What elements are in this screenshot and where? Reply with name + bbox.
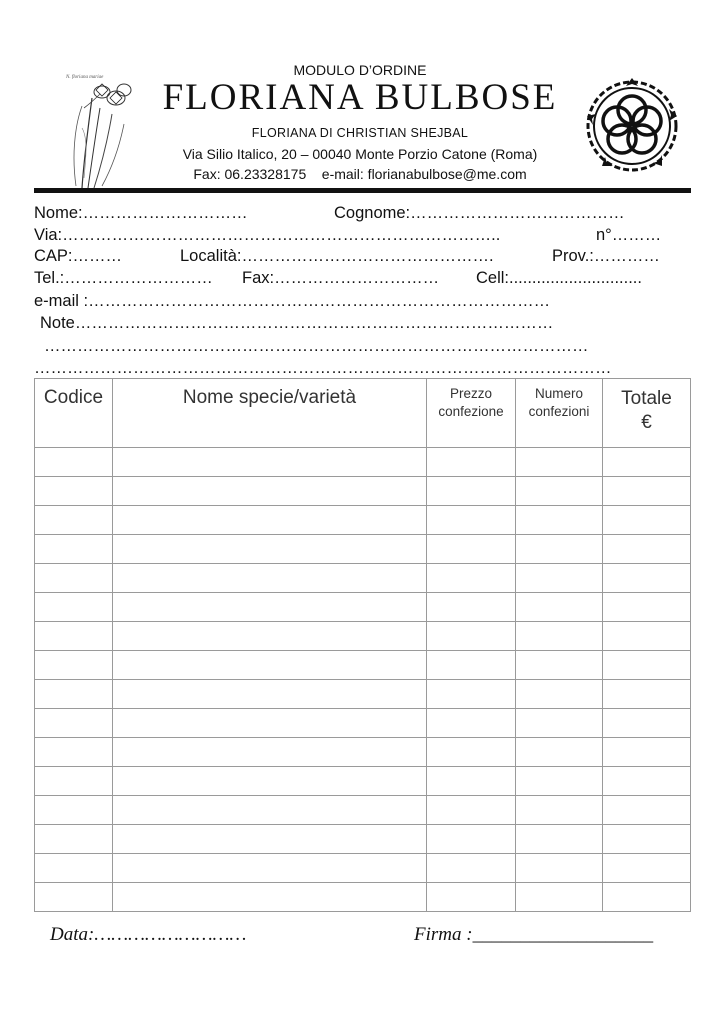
nome-specie-cell[interactable] [113,883,427,912]
localita-field[interactable]: Località:………………………………………. [180,247,494,265]
numero-cell[interactable] [516,506,603,535]
table-row [35,651,691,680]
prezzo-cell[interactable] [427,709,516,738]
codice-cell[interactable] [35,825,113,854]
numero-cell[interactable] [516,680,603,709]
codice-cell[interactable] [35,448,113,477]
column-header-prezzo-line2: confezione [438,404,504,419]
cellulare-field[interactable]: Cell:............................. [476,269,642,287]
prezzo-cell[interactable] [427,854,516,883]
table-row [35,709,691,738]
numero-cell[interactable] [516,796,603,825]
totale-cell[interactable] [603,477,691,506]
prezzo-cell[interactable] [427,448,516,477]
table-row [35,680,691,709]
nome-specie-cell[interactable] [113,680,427,709]
table-row [35,825,691,854]
codice-cell[interactable] [35,477,113,506]
codice-cell[interactable] [35,680,113,709]
table-row [35,796,691,825]
numero-cell[interactable] [516,564,603,593]
note-line-3[interactable]: …………………………………………………………………………………………… [34,359,612,377]
table-row [35,854,691,883]
nome-field[interactable]: Nome:………………………… [34,204,248,222]
column-header-numero-line2: confezioni [528,404,590,419]
numero-cell[interactable] [516,709,603,738]
codice-cell[interactable] [35,535,113,564]
fax-field[interactable]: Fax:………………………… [242,269,440,287]
cognome-field[interactable]: Cognome:………………………………… [334,204,625,222]
codice-cell[interactable] [35,709,113,738]
prezzo-cell[interactable] [427,738,516,767]
owner-name: FLORIANA DI CHRISTIAN SHEJBAL [251,126,469,140]
table-row [35,448,691,477]
svg-text:N. floriana mariae: N. floriana mariae [66,75,104,80]
prezzo-cell[interactable] [427,622,516,651]
totale-cell[interactable] [603,535,691,564]
totale-cell[interactable] [603,448,691,477]
column-header-totale-line2: € [641,412,652,433]
prezzo-cell[interactable] [427,564,516,593]
nome-specie-cell[interactable] [113,709,427,738]
prezzo-cell[interactable] [427,883,516,912]
prezzo-cell[interactable] [427,506,516,535]
totale-cell[interactable] [603,593,691,622]
nome-specie-cell[interactable] [113,622,427,651]
totale-cell[interactable] [603,738,691,767]
table-row [35,564,691,593]
column-header-codice: Codice [35,379,113,448]
via-field[interactable]: Via:…………………………………………………………………….. [34,226,501,244]
codice-cell[interactable] [35,651,113,680]
numero-cell[interactable] [516,825,603,854]
nome-specie-cell[interactable] [113,825,427,854]
table-row [35,738,691,767]
column-header-numero [516,379,603,448]
numero-cell[interactable] [516,477,603,506]
totale-cell[interactable] [603,883,691,912]
numero-civico-field[interactable]: n°……… [596,226,662,244]
totale-cell[interactable] [603,825,691,854]
celtic-knot-logo-icon [582,76,682,176]
column-header-prezzo [427,379,516,448]
prezzo-cell[interactable] [427,477,516,506]
data-field[interactable]: Data:……………………… [50,924,247,945]
codice-cell[interactable] [35,593,113,622]
company-contact: Fax: 06.23328175 e-mail: florianabulbose@me.com [193,166,527,182]
table-header-row [35,379,691,448]
codice-cell[interactable] [35,883,113,912]
header-divider [34,188,691,193]
brand-name: FLORIANA BULBOSE [162,77,558,118]
totale-cell[interactable] [603,709,691,738]
table-row [35,883,691,912]
column-header-totale-line1: Totale [621,388,672,409]
numero-cell[interactable] [516,651,603,680]
nome-specie-cell[interactable] [113,535,427,564]
numero-cell[interactable] [516,448,603,477]
numero-cell[interactable] [516,593,603,622]
table-row [35,622,691,651]
email-field[interactable]: e-mail :………………………………………………………………………… [34,292,551,310]
note-line-2[interactable]: ……………………………………………………………………………………… [44,337,589,355]
nome-specie-cell[interactable] [113,651,427,680]
order-table [34,378,691,912]
column-header-prezzo-line1: Prezzo [449,386,493,401]
nome-specie-cell[interactable] [113,506,427,535]
codice-cell[interactable] [35,506,113,535]
nome-specie-cell[interactable] [113,854,427,883]
nome-specie-cell[interactable] [113,477,427,506]
totale-cell[interactable] [603,854,691,883]
nome-specie-cell[interactable] [113,796,427,825]
provincia-field[interactable]: Prov.:………… [552,247,660,265]
prezzo-cell[interactable] [427,680,516,709]
codice-cell[interactable] [35,622,113,651]
numero-cell[interactable] [516,854,603,883]
numero-cell[interactable] [516,738,603,767]
codice-cell[interactable] [35,767,113,796]
prezzo-cell[interactable] [427,796,516,825]
prezzo-cell[interactable] [427,651,516,680]
table-row [35,506,691,535]
nome-specie-cell[interactable] [113,738,427,767]
numero-cell[interactable] [516,883,603,912]
codice-cell[interactable] [35,796,113,825]
codice-cell[interactable] [35,854,113,883]
column-header-totale [603,379,691,448]
prezzo-cell[interactable] [427,825,516,854]
nome-specie-cell[interactable] [113,564,427,593]
firma-field[interactable]: Firma :___________________ [414,924,654,945]
table-row [35,767,691,796]
form-subtitle: MODULO D’ORDINE [293,62,427,78]
numero-cell[interactable] [516,622,603,651]
table-row [35,593,691,622]
codice-cell[interactable] [35,738,113,767]
nome-specie-cell[interactable] [113,448,427,477]
column-header-nome-specie: Nome specie/varietà [113,379,427,448]
totale-cell[interactable] [603,651,691,680]
table-row [35,535,691,564]
totale-cell[interactable] [603,767,691,796]
totale-cell[interactable] [603,796,691,825]
note-field[interactable]: Note…………………………………………………………………………… [40,314,554,332]
flower-bulb-sketch-icon [62,68,146,190]
prezzo-cell[interactable] [427,767,516,796]
totale-cell[interactable] [603,680,691,709]
company-address: Via Silio Italico, 20 – 00040 Monte Porzio Catone (Roma) [182,146,538,162]
nome-specie-cell[interactable] [113,767,427,796]
numero-cell[interactable] [516,767,603,796]
table-row [35,477,691,506]
nome-specie-cell[interactable] [113,593,427,622]
prezzo-cell[interactable] [427,535,516,564]
totale-cell[interactable] [603,564,691,593]
numero-cell[interactable] [516,535,603,564]
totale-cell[interactable] [603,506,691,535]
cap-field[interactable]: CAP:……… [34,247,123,265]
telefono-field[interactable]: Tel.:……………………… [34,269,213,287]
column-header-numero-line1: Numero [534,386,583,401]
prezzo-cell[interactable] [427,593,516,622]
codice-cell[interactable] [35,564,113,593]
totale-cell[interactable] [603,622,691,651]
